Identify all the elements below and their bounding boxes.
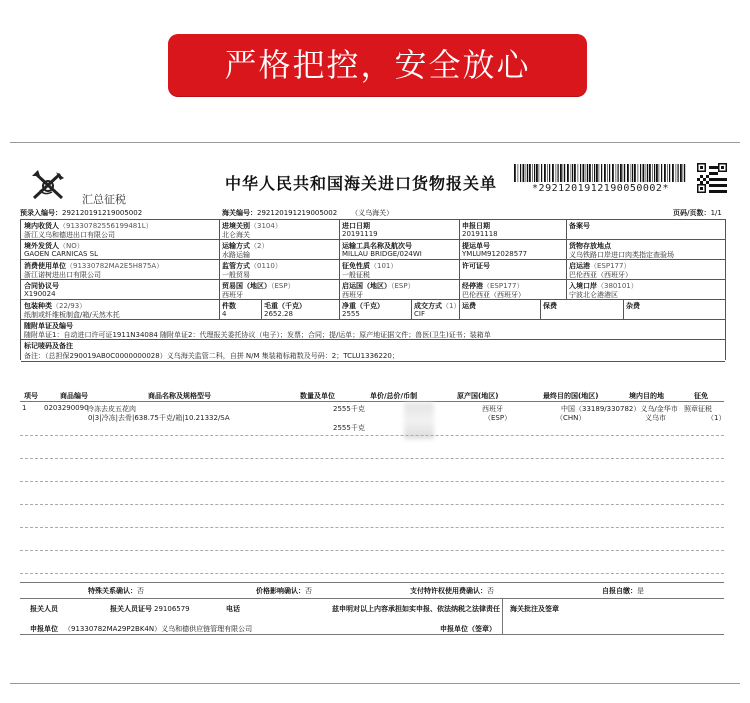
goods-name: 冷冻去皮五花肉 [87,405,136,413]
import-date-label: 进口日期 [342,222,370,230]
levy-label: 征免性质（101） [342,262,398,270]
consignee-label: 境内收货人（91330782556199481L） [24,222,153,230]
package-label: 包装种类（22/93） [24,302,87,310]
pieces-value: 4 [222,310,227,318]
transit-port-label: 经停港（ESP177） [462,282,524,290]
barcode-icon [513,164,688,182]
vessel-label: 运输工具名称及航次号 [342,242,412,250]
net-weight-label: 净重（千克） [342,302,384,310]
bl-value: YMLUM912028577 [462,250,528,258]
record-label: 备案号 [569,222,590,230]
customs-emblem-icon [30,168,66,204]
license-label: 许可证号 [462,262,490,270]
freight-label: 运费 [462,302,476,310]
user-value: 浙江诺树进出口有限公司 [24,271,101,279]
entry-place-value: 宁波北仑港港区 [569,291,618,299]
goods-divider [20,458,724,459]
docs-label: 随附单证及编号 [24,322,73,330]
goods-source: （33189/330782）义乌/金华市 [575,405,678,413]
goods-col-price: 单价/总价/币制 [370,392,418,400]
row-package [21,299,725,320]
marks-value: 备注：（总担保290019AB0C0000000028）义乌海关监管二科，自拼 N/M 集装箱标箱数及号码：2；TCLU1336220； [24,352,399,360]
consignee-value: 浙江义乌和德进出口有限公司 [24,231,115,239]
storage-label: 货物存放地点 [569,242,611,250]
supervision-label: 监管方式（0110） [222,262,282,270]
user-label: 消费使用单位（91330782MA2E5H875A） [24,262,164,270]
goods-col-code: 商品编号 [60,392,88,400]
goods-col-no: 项号 [24,392,38,400]
liability-statement: 兹申明对以上内容承担如实申报、依法纳税之法律责任 [332,605,500,613]
package-value: 纸制或纤维板制盒/箱/天然木托 [24,311,120,319]
transit-port-value: 巴伦西亚（西班牙） [462,291,525,299]
goods-dest: 中国 [561,405,575,413]
customs-number: 海关编号：292120191219005002 （义乌海关） [222,209,394,217]
pre-entry-number: 预录入编号：292120191219005002 [20,209,143,217]
net-weight-value: 2555 [342,310,360,318]
barcode-number: *2921201912190050002* [532,183,669,194]
levy-value: 一般征税 [342,271,370,279]
goods-origin-code: （ESP） [484,414,512,422]
promo-banner [168,34,587,96]
goods-col-name: 商品名称及规格型号 [148,392,211,400]
footer-top-line [20,582,724,583]
vessel-value: MILLAU BRIDGE/024WI [342,250,422,258]
trade-country-value: 西班牙 [222,291,243,299]
pieces-label: 件数 [222,302,236,310]
goods-header-line [20,401,724,402]
terms-value: CIF [414,310,425,318]
entry-port-label: 进境关别（3104） [222,222,282,230]
gross-weight-value: 2652.28 [264,310,293,318]
goods-no: 1 [22,404,27,412]
goods-divider [20,573,724,574]
goods-divider [20,504,724,505]
goods-spec: 0|3|冷冻|去骨|638.75千克/箱|10.21332/SA [88,414,230,422]
qr-code-icon [697,163,727,193]
row-consignee [21,219,725,240]
goods-divider [20,481,724,482]
shipper-label: 境外发货人（NO） [24,242,84,250]
row-contract [21,279,725,300]
goods-col-dest: 最终目的国(地区) [543,392,599,400]
storage-value: 义乌铁路口岸进口肉类指定查验场 [569,251,674,259]
row-user [21,259,725,280]
goods-divider [20,527,724,528]
marks-label: 标记唛码及备注 [24,342,73,350]
self-declare: 自报自缴：是 [602,587,644,595]
declarant-label: 报关人员 [30,605,58,613]
gross-weight-label: 毛重（千克） [264,302,306,310]
entry-place-label: 入境口岸（380101） [569,282,638,290]
declare-date-value: 20191118 [462,230,498,238]
supervision-value: 一般贸易 [222,271,250,279]
bl-label: 提运单号 [462,242,490,250]
row-marks [21,339,725,362]
phone-label: 电话 [226,605,240,613]
royalty-confirm: 支付特许权使用费确认：否 [410,587,494,595]
transport-value: 水路运输 [222,251,250,259]
contract-value: X190024 [24,290,56,298]
goods-col-qty: 数量及单位 [300,392,335,400]
contract-label: 合同协议号 [24,282,59,290]
origin-country-label: 启运国（地区）（ESP） [342,282,415,290]
import-date-value: 20191119 [342,230,378,238]
tax-summary-mark: 汇总征税 [82,193,126,206]
goods-col-origin: 原产国(地区) [457,392,499,400]
transport-label: 运输方式（2） [222,242,269,250]
redacted-price-area [404,403,434,439]
banner-text: 严格把控，安全放心 [224,46,531,84]
terms-label: 成交方式（1） [414,302,461,310]
price-impact: 价格影响确认：否 [256,587,312,595]
goods-qty-1: 2555千克 [333,405,365,413]
goods-divider [20,550,724,551]
declaring-unit-seal: 申报单位（签章） [440,625,496,633]
entry-port-value: 北仑海关 [222,231,250,239]
row-docs [21,319,725,340]
goods-dest-code: （CHN） [556,414,586,422]
page-count: 页码/页数：1/1 [673,209,722,217]
declaring-unit: 申报单位 （91330782MA29P2BK4N）义乌和德供应链管理有限公司 [30,625,253,633]
goods-qty-2: 2555千克 [333,424,365,432]
goods-col-source: 境内目的地 [629,392,664,400]
goods-origin: 西班牙 [482,405,503,413]
insurance-label: 保费 [543,302,557,310]
row-shipper [21,239,725,260]
footer-mid-line [20,598,724,599]
origin-country-value: 西班牙 [342,291,363,299]
declarant-no: 报关人员证号 29106579 [110,605,190,613]
goods-levy: 照章征税 [684,405,712,413]
trade-country-label: 贸易国（地区）（ESP） [222,282,295,290]
goods-code: 0203290090 [44,404,89,412]
footer-bottom-line [20,634,724,635]
docs-value: 随附单证1：自动进口许可证1911N34084 随附单证2：代理报关委托协议（电子）；发票；合同；提/运单；原产地证据文件；兽医(卫生)证书；装箱单 [24,331,491,339]
goods-divider [20,435,724,436]
declaration-grid [20,219,726,360]
misc-fee-label: 杂费 [626,302,640,310]
goods-source-2: 义乌市 [645,414,666,422]
shipper-value: GAOEN CARNICAS SL [24,250,99,258]
document-title: 中华人民共和国海关进口货物报关单 [225,174,498,193]
footer-divider [502,599,503,634]
special-relation: 特殊关系确认：否 [88,587,144,595]
departure-port-label: 启运港（ESP177） [569,262,631,270]
customs-note-label: 海关批注及签章 [510,605,559,613]
goods-col-levy: 征免 [694,392,708,400]
departure-port-value: 巴伦西亚（西班牙） [569,271,632,279]
declare-date-label: 申报日期 [462,222,490,230]
goods-levy-code: （1） [707,414,726,422]
